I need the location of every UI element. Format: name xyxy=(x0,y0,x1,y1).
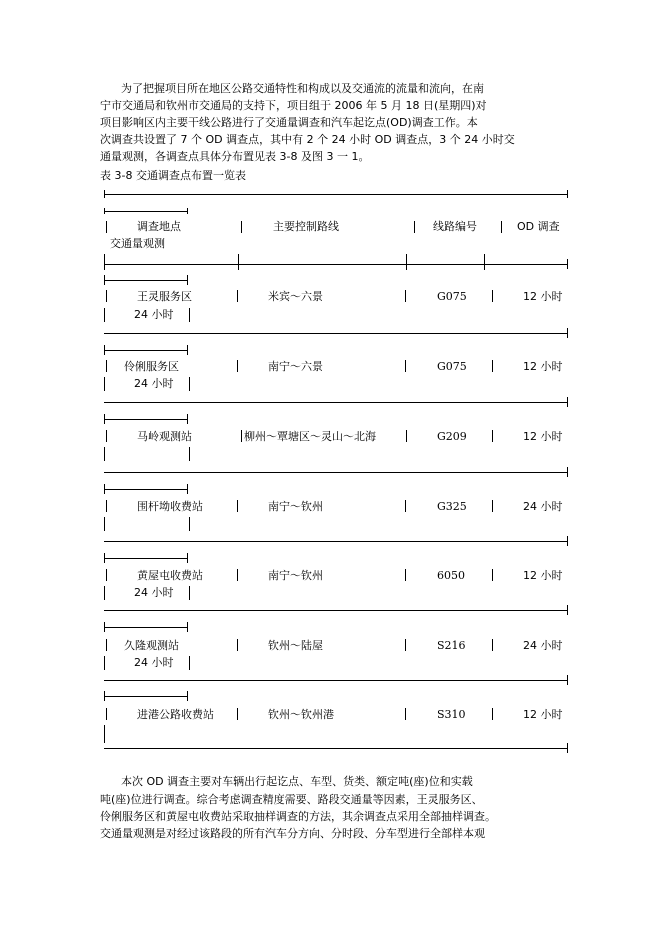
table-rule xyxy=(104,484,105,494)
cell-route: 南宁～六景 xyxy=(268,360,323,373)
table-rule xyxy=(106,360,107,372)
table-rule xyxy=(187,345,188,355)
cell-od: 24 小时 xyxy=(523,500,563,513)
table-rule xyxy=(492,708,493,720)
table-rule xyxy=(104,414,105,424)
table-rule xyxy=(405,639,406,651)
intro-line: 通量观测，各调查点具体分布置见表 3-8 及图 3 一 1。 xyxy=(100,150,370,163)
cell-location: 黄屋屯收费站 xyxy=(137,569,203,582)
table-rule xyxy=(405,360,406,372)
table-rule xyxy=(567,467,568,477)
table-rule xyxy=(104,419,188,420)
cell-location: 围杆坳收费站 xyxy=(137,500,203,513)
table-rule xyxy=(187,275,188,285)
table-rule xyxy=(187,208,188,214)
table-rule xyxy=(241,430,242,442)
table-rule xyxy=(104,194,568,195)
cell-location: 马岭观测站 xyxy=(137,430,192,443)
intro-line: 次调查共设置了 7 个 OD 调查点，其中有 2 个 24 小时 OD 调查点，3 个 24 小时交 xyxy=(100,133,515,146)
table-rule xyxy=(104,345,105,355)
cell-traffic-obs: 24 小时 xyxy=(134,586,174,599)
cell-od: 12 小时 xyxy=(523,430,563,443)
table-rule xyxy=(104,541,568,542)
table-rule xyxy=(104,275,105,285)
table-rule xyxy=(492,500,493,512)
cell-route: 柳州～覃塘区～灵山～北海 xyxy=(244,430,376,443)
table-rule xyxy=(237,569,238,581)
table-rule xyxy=(567,328,568,338)
cell-route: 南宁～钦州 xyxy=(268,569,323,582)
table-rule xyxy=(104,211,188,212)
table-rule xyxy=(237,639,238,651)
table-rule xyxy=(237,360,238,372)
table-rule xyxy=(104,622,105,632)
table-rule xyxy=(187,484,188,494)
table-rule xyxy=(237,290,238,302)
table-caption: 表 3-8 交通调查点布置一览表 xyxy=(100,169,246,182)
cell-od: 24 小时 xyxy=(523,639,563,652)
cell-code: S310 xyxy=(437,708,466,721)
table-rule xyxy=(189,586,190,600)
table-rule xyxy=(104,447,105,461)
table-rule xyxy=(104,680,568,681)
table-rule xyxy=(241,221,242,233)
header-traffic-obs: 交通量观测 xyxy=(110,237,165,250)
cell-route: 钦州～钦州港 xyxy=(268,708,334,721)
intro-line: 项目影响区内主要干线公路进行了交通量调查和汽车起讫点(OD)调查工作。本 xyxy=(100,116,478,129)
intro-line: 为了把握项目所在地区公路交通特性和构成以及交通流的流量和流向，在南 xyxy=(121,82,484,95)
table-rule xyxy=(104,254,105,270)
table-rule xyxy=(106,500,107,512)
table-rule xyxy=(104,190,105,198)
table-rule xyxy=(104,350,188,351)
table-rule xyxy=(567,605,568,615)
table-rule xyxy=(104,472,568,473)
table-rule xyxy=(189,377,190,391)
table-rule xyxy=(187,414,188,424)
table-rule xyxy=(104,280,188,281)
table-rule xyxy=(414,221,415,233)
table-rule xyxy=(104,610,568,611)
table-rule xyxy=(405,708,406,720)
table-rule xyxy=(405,500,406,512)
table-rule xyxy=(406,254,407,270)
table-rule xyxy=(492,569,493,581)
header-code: 线路编号 xyxy=(433,220,477,233)
table-rule xyxy=(104,656,105,670)
table-rule xyxy=(106,639,107,651)
table-rule xyxy=(567,743,568,753)
table-rule xyxy=(492,639,493,651)
table-rule xyxy=(492,360,493,372)
cell-code: 6050 xyxy=(437,569,465,582)
table-rule xyxy=(567,675,568,685)
table-rule xyxy=(104,264,568,265)
outro-line: 本次 OD 调查主要对车辆出行起讫点、车型、货类、额定吨(座)位和实载 xyxy=(121,775,473,788)
cell-code: G075 xyxy=(437,290,467,303)
table-rule xyxy=(104,517,105,531)
table-rule xyxy=(484,254,485,270)
table-rule xyxy=(104,725,105,743)
table-rule xyxy=(501,221,502,233)
table-rule xyxy=(492,290,493,302)
cell-od: 12 小时 xyxy=(523,569,563,582)
table-rule xyxy=(104,696,188,697)
cell-location: 进港公路收费站 xyxy=(137,708,214,721)
table-rule xyxy=(104,586,105,600)
table-rule xyxy=(238,254,239,270)
header-od: OD 调查 xyxy=(517,220,560,233)
table-rule xyxy=(104,402,568,403)
cell-location: 伶俐服务区 xyxy=(124,360,179,373)
cell-traffic-obs: 24 小时 xyxy=(134,308,174,321)
table-rule xyxy=(567,536,568,546)
table-rule xyxy=(189,447,190,461)
header-location: 调查地点 xyxy=(137,220,181,233)
header-route: 主要控制路线 xyxy=(273,220,339,233)
table-rule xyxy=(187,622,188,632)
table-rule xyxy=(492,430,493,442)
cell-code: G325 xyxy=(437,500,467,513)
table-rule xyxy=(567,190,568,198)
cell-code: G075 xyxy=(437,360,467,373)
table-rule xyxy=(405,569,406,581)
table-rule xyxy=(567,397,568,407)
outro-line: 交通量观测是对经过该路段的所有汽车分方向、分时段、分车型进行全部样本观 xyxy=(100,827,485,840)
table-rule xyxy=(104,691,105,701)
cell-traffic-obs: 24 小时 xyxy=(134,656,174,669)
cell-od: 12 小时 xyxy=(523,360,563,373)
table-rule xyxy=(237,500,238,512)
cell-route: 米宾～六景 xyxy=(268,290,323,303)
cell-od: 12 小时 xyxy=(523,290,563,303)
table-rule xyxy=(189,517,190,531)
cell-od: 12 小时 xyxy=(523,708,563,721)
cell-route: 南宁～钦州 xyxy=(268,500,323,513)
table-rule xyxy=(106,290,107,302)
table-rule xyxy=(405,290,406,302)
table-rule xyxy=(104,489,188,490)
table-rule xyxy=(106,569,107,581)
table-rule xyxy=(104,333,568,334)
cell-code: G209 xyxy=(437,430,467,443)
outro-line: 吨(座)位进行调查。综合考虑调查精度需要、路段交通量等因素，王灵服务区、 xyxy=(100,793,483,806)
table-rule xyxy=(104,748,568,749)
cell-traffic-obs: 24 小时 xyxy=(134,377,174,390)
table-rule xyxy=(189,308,190,322)
intro-line: 宁市交通局和钦州市交通局的支持下，项目组于 2006 年 5 月 18 日(星期四)对 xyxy=(100,99,487,112)
table-rule xyxy=(106,430,107,442)
table-rule xyxy=(237,708,238,720)
table-rule xyxy=(104,627,188,628)
table-rule xyxy=(187,553,188,563)
table-rule xyxy=(189,656,190,670)
table-rule xyxy=(104,553,105,563)
cell-code: S216 xyxy=(437,639,466,652)
table-rule xyxy=(104,208,105,214)
table-rule xyxy=(106,221,107,233)
table-rule xyxy=(104,377,105,391)
table-rule xyxy=(567,259,568,269)
outro-line: 伶俐服务区和黄屋屯收费站采取抽样调查的方法，其余调查点采用全部抽样调查。 xyxy=(100,810,496,823)
table-rule xyxy=(406,430,407,442)
cell-location: 王灵服务区 xyxy=(137,290,192,303)
table-rule xyxy=(104,558,188,559)
cell-route: 钦州～陆屋 xyxy=(268,639,323,652)
cell-location: 久隆观测站 xyxy=(124,639,179,652)
table-rule xyxy=(187,691,188,701)
table-rule xyxy=(106,708,107,720)
table-rule xyxy=(104,308,105,322)
